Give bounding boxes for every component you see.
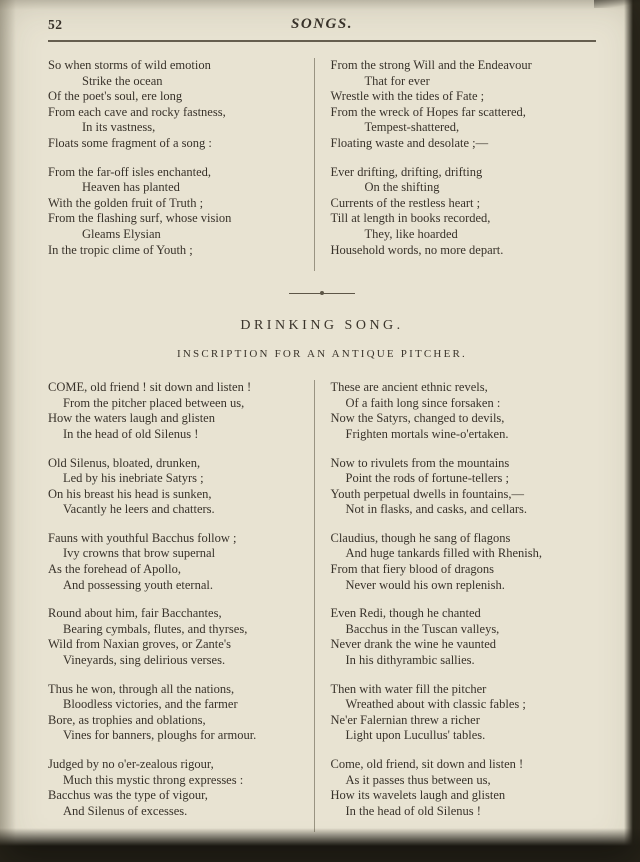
poem-line: Round about him, fair Bacchantes, [48, 606, 222, 621]
poem-line: In the head of old Silenus ! [345, 803, 481, 818]
stanza [48, 606, 314, 668]
stanza [48, 380, 314, 442]
poem-line: Ne'er Falernian threw a richer [330, 712, 480, 727]
stanza [48, 757, 314, 819]
stanza [331, 606, 597, 668]
poem-line: Bore, as trophies and oblations, [48, 712, 206, 727]
stanza [331, 682, 597, 744]
poem-line: Fauns with youthful Bacchus follow ; [48, 530, 237, 545]
stanza [48, 456, 314, 518]
poem-line: From the pitcher placed between us, [63, 395, 245, 410]
header-rule [48, 40, 596, 42]
poem-line: Light upon Lucullus' tables. [345, 728, 486, 743]
poem-line: They, like hoarded [364, 226, 458, 241]
stanza [48, 682, 314, 744]
poem-line: Ivy crowns that brow supernal [63, 546, 216, 561]
poem-line: Floats some fragment of a song : [48, 135, 212, 150]
poem-line: Of a faith long since forsaken : [345, 395, 501, 410]
poem-line: In the tropic clime of Youth ; [48, 242, 193, 257]
poem-line: Bacchus in the Tuscan valleys, [345, 621, 500, 636]
section-divider [289, 293, 355, 294]
poem-line: Currents of the restless heart ; [330, 195, 481, 210]
poem-line: Vineyards, sing delirious verses. [63, 653, 226, 668]
poem-line: That for ever [364, 73, 430, 88]
poem-line: In the head of old Silenus ! [63, 426, 199, 441]
stanza [331, 58, 597, 152]
poem-line: Never drank the wine he vaunted [330, 637, 497, 652]
drinking-song-poem [48, 380, 596, 832]
stanza [331, 380, 597, 442]
poem-line: Bloodless victories, and the farmer [63, 697, 238, 712]
poem-line: Not in flasks, and casks, and cellars. [345, 502, 528, 517]
stanza [331, 757, 597, 819]
poem-line: Heaven has planted [82, 180, 180, 195]
stanza [331, 531, 597, 593]
poem-line: Bacchus was the type of vigour, [48, 788, 208, 803]
poem-line: With the golden fruit of Truth ; [48, 195, 204, 210]
poem-line: Never would his own replenish. [345, 577, 505, 592]
poem-line: Bearing cymbals, flutes, and thyrses, [63, 621, 248, 636]
poem-line: Vacantly he leers and chatters. [63, 502, 215, 517]
divider-ornament [320, 291, 324, 295]
poem-subtitle: INSCRIPTION FOR AN ANTIQUE PITCHER. [177, 348, 467, 361]
poem-line: As the forehead of Apollo, [48, 562, 181, 577]
poem-line: Strike the ocean [82, 73, 163, 88]
poem-line: Led by his inebriate Satyrs ; [63, 471, 204, 486]
poem-column-right [314, 380, 597, 832]
poem-line: Wreathed about with classic fables ; [345, 697, 526, 712]
stanza [48, 165, 314, 259]
poem-line: In his dithyrambic sallies. [345, 653, 475, 668]
poem-line: Floating waste and desolate ;— [330, 135, 489, 150]
poem-line: Frighten mortals wine-o'ertaken. [345, 426, 509, 441]
poem-line: Even Redi, though he chanted [330, 606, 481, 621]
stanza [48, 531, 314, 593]
poem-line: And huge tankards filled with Rhenish, [345, 546, 542, 561]
page-number: 52 [48, 17, 63, 32]
poem-line: Wild from Naxian groves, or Zante's [48, 637, 231, 652]
poem-line: From the strong Will and the Endeavour [330, 58, 532, 72]
poem-line: Claudius, though he sang of flagons [330, 530, 511, 545]
poem-line: Of the poet's soul, ere long [48, 89, 183, 104]
poem-line: Thus he won, through all the nations, [48, 681, 235, 696]
poem-column-left [48, 380, 314, 832]
poem-title: DRINKING SONG. [240, 318, 404, 334]
poem-line: As it passes thus between us, [345, 772, 491, 787]
poem-line: On the shifting [364, 180, 440, 195]
stanza [331, 165, 597, 259]
poem-line: From that fiery blood of dragons [330, 562, 495, 577]
page-header [48, 16, 596, 36]
poem-line: How the waters laugh and glisten [48, 411, 215, 426]
poem-line: In its vastness, [82, 120, 156, 135]
poem-line: From each cave and rocky fastness, [48, 104, 226, 119]
scan-corner-shadow [594, 0, 640, 8]
poem-line: Youth perpetual dwells in fountains,— [330, 486, 525, 501]
poem-line: So when storms of wild emotion [48, 58, 211, 72]
header-title: SONGS. [291, 16, 353, 32]
poem-line: Point the rods of fortune-tellers ; [345, 471, 510, 486]
poem-column-left [48, 58, 314, 271]
poem-line: From the flashing surf, whose vision [48, 211, 232, 226]
poem-line: And Silenus of excesses. [63, 803, 188, 818]
poem-line: How its wavelets laugh and glisten [330, 788, 506, 803]
poem-line: Come, old friend, sit down and listen ! [330, 757, 524, 771]
poem-line: COME, old friend ! sit down and listen ! [48, 380, 252, 395]
poem-continuation [48, 58, 596, 271]
poem-line: Till at length in books recorded, [330, 211, 491, 226]
poem-line: These are ancient ethnic revels, [330, 380, 488, 395]
poem-line: Wrestle with the tides of Fate ; [330, 89, 485, 104]
poem-line: Then with water fill the pitcher [330, 681, 487, 696]
poem-column-right [314, 58, 597, 271]
stanza [331, 456, 597, 518]
poem-line: Household words, no more depart. [330, 242, 504, 257]
poem-line: Judged by no o'er-zealous rigour, [48, 757, 214, 771]
poem-line: From the far-off isles enchanted, [48, 164, 212, 179]
poem-line: Tempest-shattered, [364, 120, 460, 135]
poem-line: Now the Satyrs, changed to devils, [330, 411, 505, 426]
poem-line: Old Silenus, bloated, drunken, [48, 455, 201, 470]
poem-line: And possessing youth eternal. [63, 577, 213, 592]
stanza [48, 58, 314, 152]
poem-line: Vines for banners, ploughs for armour. [63, 728, 257, 743]
poem-line: On his breast his head is sunken, [48, 486, 212, 501]
poem-line: Much this mystic throng expresses : [63, 772, 244, 787]
poem-line: Now to rivulets from the mountains [330, 455, 510, 470]
poem-line: Ever drifting, drifting, drifting [330, 164, 483, 179]
poem-line: Gleams Elysian [82, 226, 161, 241]
page-content [48, 16, 596, 832]
poem-line: From the wreck of Hopes far scattered, [330, 104, 526, 119]
